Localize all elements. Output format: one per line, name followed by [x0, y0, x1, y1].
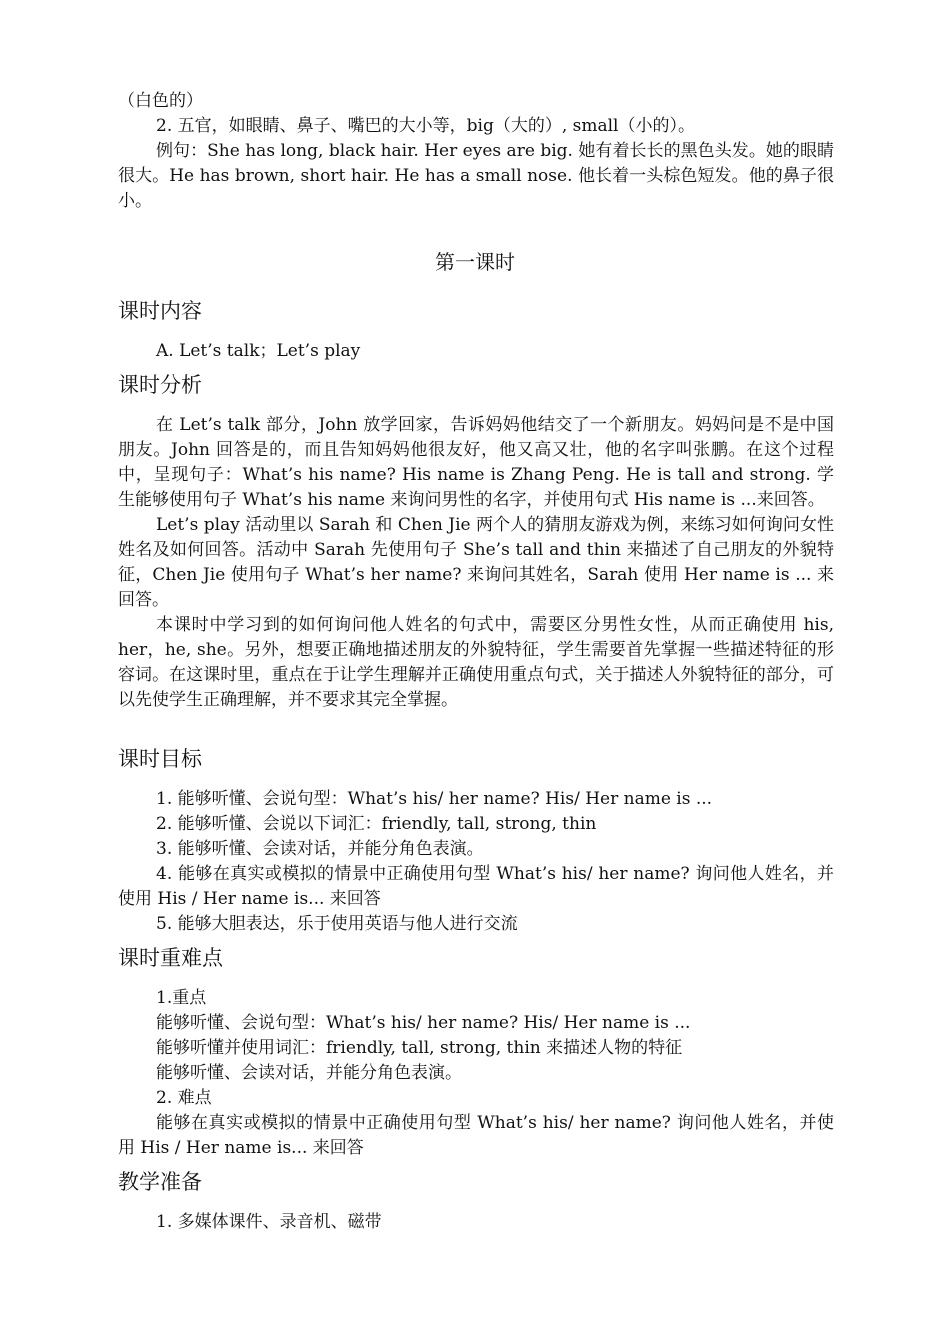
key-point-line: 1.重点	[156, 988, 207, 1008]
section-heading-analysis: 课时分析	[118, 373, 202, 397]
lesson-title: 第一课时	[435, 250, 515, 274]
goal-item: 1. 能够听懂、会说句型：What’s his/ her name? His/ Her name is ...	[156, 789, 713, 809]
content-block	[118, 339, 834, 364]
analysis-paragraph: 本课时中学习到的如何询问他人姓名的句式中，需要区分男性女性，从而正确使用 his, her，he, she。另外，想要正确地描述朋友的外貌特征，学生需要首先掌握一些描述特征的形容词。在这课时里，重点在于让学生理解并正确使用重点句式，关于描述人外貌特征的部分，可以先使学生正确理解，并不要求其完全掌握。	[118, 615, 834, 710]
intro-block	[118, 89, 834, 214]
goal-item: 4. 能够在真实或模拟的情景中正确使用句型 What’s his/ her name? 询问他人姓名，并使用 His / Her name is... 来回答	[118, 864, 834, 909]
analysis-paragraph: 在 Let’s talk 部分，John 放学回家，告诉妈妈他结交了一个新朋友。妈妈问是不是中国朋友。John 回答是的，而且告知妈妈他很友好，他又高又壮，他的名字叫张鹏。在这个过程中，呈现句子：What’s his name? His name is Zhang Peng. He is tall and strong. 学生能够使用句子 What’s his name 来询问男性的名字，并使用句式 His name is ...来回答。	[118, 415, 834, 510]
intro-line: （白色的）	[118, 91, 203, 111]
goal-item: 2. 能够听懂、会说以下词汇：friendly, tall, strong, thin	[156, 814, 597, 834]
section-heading-prep: 教学准备	[118, 1170, 202, 1194]
section-heading-goals: 课时目标	[118, 747, 202, 771]
goals-list	[118, 787, 834, 937]
key-point-line: 2. 难点	[156, 1088, 212, 1108]
intro-line: 2. 五官，如眼睛、鼻子、嘴巴的大小等，big（大的）, small（小的）。	[156, 116, 695, 136]
section-heading-content: 课时内容	[118, 299, 202, 323]
key-point-line: 能够听懂并使用词汇：friendly, tall, strong, thin 来描述人物的特征	[156, 1038, 683, 1058]
content-text: A. Let’s talk；Let’s play	[156, 341, 361, 361]
analysis-block	[118, 413, 834, 713]
key-point-line: 能够听懂、会说句型：What’s his/ her name? His/ Her name is ...	[156, 1013, 691, 1033]
key-point-line: 能够在真实或模拟的情景中正确使用句型 What’s his/ her name? 询问他人姓名，并使用 His / Her name is... 来回答	[118, 1113, 834, 1158]
goal-item: 5. 能够大胆表达，乐于使用英语与他人进行交流	[156, 914, 518, 934]
intro-line: 例句：She has long, black hair. Her eyes are big. 她有着长长的黑色头发。她的眼睛很大。He has brown, short hair. He has a small nose. 他长着一头棕色短发。他的鼻子很小。	[118, 141, 834, 211]
analysis-paragraph: Let’s play 活动里以 Sarah 和 Chen Jie 两个人的猜朋友游戏为例，来练习如何询问女性姓名及如何回答。活动中 Sarah 先使用句子 She’s tall and thin 来描述了自己朋友的外貌特征，Chen Jie 使用句子 What’s her name? 来询问其姓名，Sarah 使用 Her name is ... 来回答。	[118, 515, 834, 610]
section-heading-key-points: 课时重难点	[118, 946, 223, 970]
key-points-block	[118, 986, 834, 1161]
prep-list	[118, 1210, 834, 1235]
key-point-line: 能够听懂、会读对话，并能分角色表演。	[156, 1063, 462, 1083]
goal-item: 3. 能够听懂、会读对话，并能分角色表演。	[156, 839, 484, 859]
prep-item: 1. 多媒体课件、录音机、磁带	[156, 1212, 382, 1232]
